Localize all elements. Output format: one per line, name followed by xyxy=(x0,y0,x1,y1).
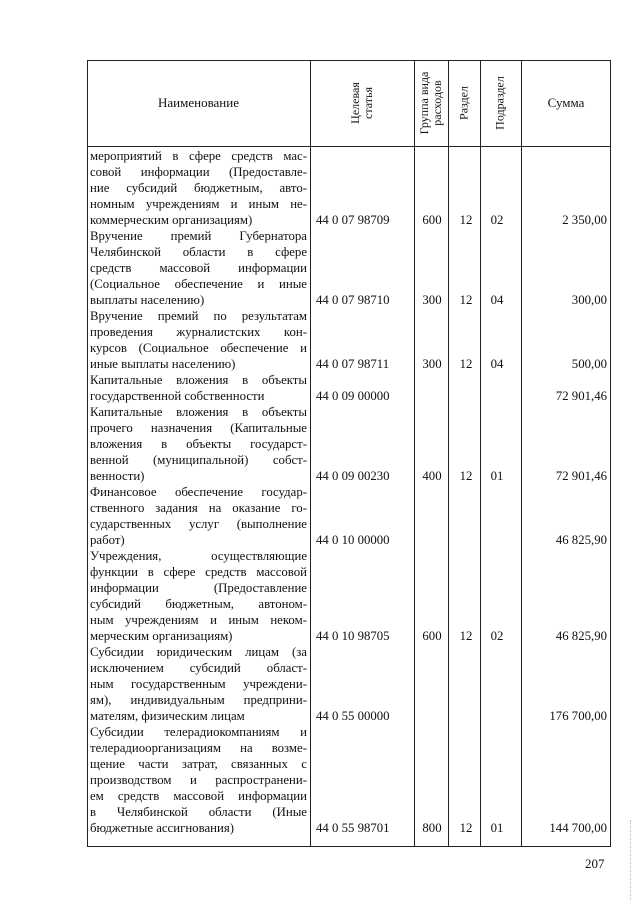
header-name: Наименование xyxy=(158,95,239,110)
row-name-line: мерческим организациям) xyxy=(90,629,233,643)
row-subsection: 04 xyxy=(490,293,504,307)
row-name-line: в Челябинской области (Иные xyxy=(90,805,307,819)
row-name-line: (Социальное обеспечение и иные xyxy=(90,277,307,291)
row-name xyxy=(90,548,307,644)
table-row xyxy=(87,404,611,484)
table-row xyxy=(87,148,611,228)
row-name-line: ным учреждениям и иным неком- xyxy=(90,613,307,627)
row-name xyxy=(90,724,307,836)
row-code: 44 0 09 00000 xyxy=(316,389,390,403)
row-code: 44 0 07 98711 xyxy=(316,357,390,371)
header-sum: Сумма xyxy=(547,95,585,110)
row-name-line: венной (муниципальной) собст- xyxy=(90,453,307,467)
row-group: 400 xyxy=(422,469,442,483)
row-group: 300 xyxy=(422,293,442,307)
row-name-line: сударственных услуг (выполнение xyxy=(90,517,307,531)
row-name-line: функции в сфере средств массовой xyxy=(90,565,307,579)
row-subsection: 02 xyxy=(490,629,504,643)
row-name-line: Вручение премий Губернатора xyxy=(90,229,307,243)
row-name-line: мателям, физическим лицам xyxy=(90,709,245,723)
row-sum: 176 700,00 xyxy=(549,709,607,723)
row-name xyxy=(90,308,307,372)
table-bottom-border xyxy=(87,846,611,847)
row-name-line: производством и распространени- xyxy=(90,773,307,787)
row-name-line: бюджетные ассигнования) xyxy=(90,821,234,835)
row-name xyxy=(90,148,307,228)
row-name-line: Капитальные вложения в объекты xyxy=(90,373,307,387)
row-section: 12 xyxy=(459,213,473,227)
row-name-line: исключением субсидий област- xyxy=(90,661,307,675)
row-name-line: коммерческим организациям) xyxy=(90,213,253,227)
row-sum: 500,00 xyxy=(571,357,607,371)
table-row xyxy=(87,308,611,372)
table-row xyxy=(87,724,611,836)
row-name-line: совой информации (Предоставле- xyxy=(90,165,307,179)
row-code: 44 0 07 98710 xyxy=(316,293,390,307)
table-row xyxy=(87,228,611,308)
row-subsection: 01 xyxy=(490,469,504,483)
header-subsection: Подраздел xyxy=(492,76,507,130)
table-row xyxy=(87,644,611,724)
header-target: Целевая статья xyxy=(348,82,375,124)
row-subsection: 04 xyxy=(490,357,504,371)
row-name-line: государственной собственности xyxy=(90,389,265,403)
row-name-line: курсов (Социальное обеспечение и xyxy=(90,341,307,355)
row-name-line: субсидий бюджетным, автоном- xyxy=(90,597,307,611)
row-sum: 72 901,46 xyxy=(555,389,607,403)
row-name-line: ние субсидий бюджетным, авто- xyxy=(90,181,307,195)
row-name-line: Вручение премий по результатам xyxy=(90,309,307,323)
row-sum: 46 825,90 xyxy=(555,533,607,547)
row-group: 600 xyxy=(422,629,442,643)
row-name-line: прочего назначения (Капитальные xyxy=(90,421,307,435)
header-group: Группа вида расходов xyxy=(417,71,444,135)
row-code: 44 0 55 00000 xyxy=(316,709,390,723)
row-sum: 2 350,00 xyxy=(562,213,607,227)
row-name-line: номным учреждениям и иным не- xyxy=(90,197,307,211)
row-code: 44 0 10 98705 xyxy=(316,629,390,643)
scan-edge-marks xyxy=(630,820,632,900)
row-name-line: венности) xyxy=(90,469,145,483)
row-name xyxy=(90,372,307,404)
row-code: 44 0 07 98709 xyxy=(316,213,390,227)
row-section: 12 xyxy=(459,293,473,307)
row-name-line: ственного задания на оказание го- xyxy=(90,501,307,515)
row-name xyxy=(90,404,307,484)
row-group: 800 xyxy=(422,821,442,835)
page-number: 207 xyxy=(585,856,605,871)
row-name-line: иные выплаты населению) xyxy=(90,357,236,371)
row-name-line: работ) xyxy=(90,533,125,547)
row-name-line: Капитальные вложения в объекты xyxy=(90,405,307,419)
row-section: 12 xyxy=(459,629,473,643)
row-section: 12 xyxy=(459,821,473,835)
row-sum: 300,00 xyxy=(571,293,607,307)
header-bottom-border xyxy=(87,146,611,147)
row-name-line: Финансовое обеспечение государ- xyxy=(90,485,307,499)
row-name-line: ям), индивидуальным предприни- xyxy=(90,693,307,707)
row-name-line: средств массовой информации xyxy=(90,261,307,275)
row-sum: 144 700,00 xyxy=(549,821,607,835)
row-name-line: телерадиоорганизациям на возме- xyxy=(90,741,307,755)
row-subsection: 01 xyxy=(490,821,504,835)
table-row xyxy=(87,372,611,404)
row-name-line: Учреждения, осуществляющие xyxy=(90,549,307,563)
row-subsection: 02 xyxy=(490,213,504,227)
row-name-line: выплаты населению) xyxy=(90,293,205,307)
row-code: 44 0 09 00230 xyxy=(316,469,390,483)
row-sum: 72 901,46 xyxy=(555,469,607,483)
table-row xyxy=(87,548,611,644)
row-section: 12 xyxy=(459,469,473,483)
row-name-line: щение части затрат, связанных с xyxy=(90,757,307,771)
row-sum: 46 825,90 xyxy=(555,629,607,643)
budget-table xyxy=(87,60,611,847)
row-name-line: ным государственным учреждени- xyxy=(90,677,307,691)
row-name xyxy=(90,484,307,548)
row-name-line: ем средств массовой информации xyxy=(90,789,307,803)
row-name-line: проведения журналистских кон- xyxy=(90,325,307,339)
row-name xyxy=(90,228,307,308)
row-name-line: Субсидии юридическим лицам (за xyxy=(90,645,307,659)
row-group: 300 xyxy=(422,357,442,371)
row-group: 600 xyxy=(422,213,442,227)
row-name xyxy=(90,644,307,724)
row-name-line: вложения в объекты государст- xyxy=(90,437,307,451)
row-name-line: информации (Предоставление xyxy=(90,581,307,595)
row-name-line: мероприятий в сфере средств мас- xyxy=(90,149,307,163)
row-name-line: Челябинской области в сфере xyxy=(90,245,307,259)
row-name-line: Субсидии телерадиокомпаниям и xyxy=(90,725,307,739)
row-code: 44 0 55 98701 xyxy=(316,821,390,835)
header-section: Раздел xyxy=(456,86,471,120)
row-code: 44 0 10 00000 xyxy=(316,533,390,547)
table-row xyxy=(87,484,611,548)
row-section: 12 xyxy=(459,357,473,371)
